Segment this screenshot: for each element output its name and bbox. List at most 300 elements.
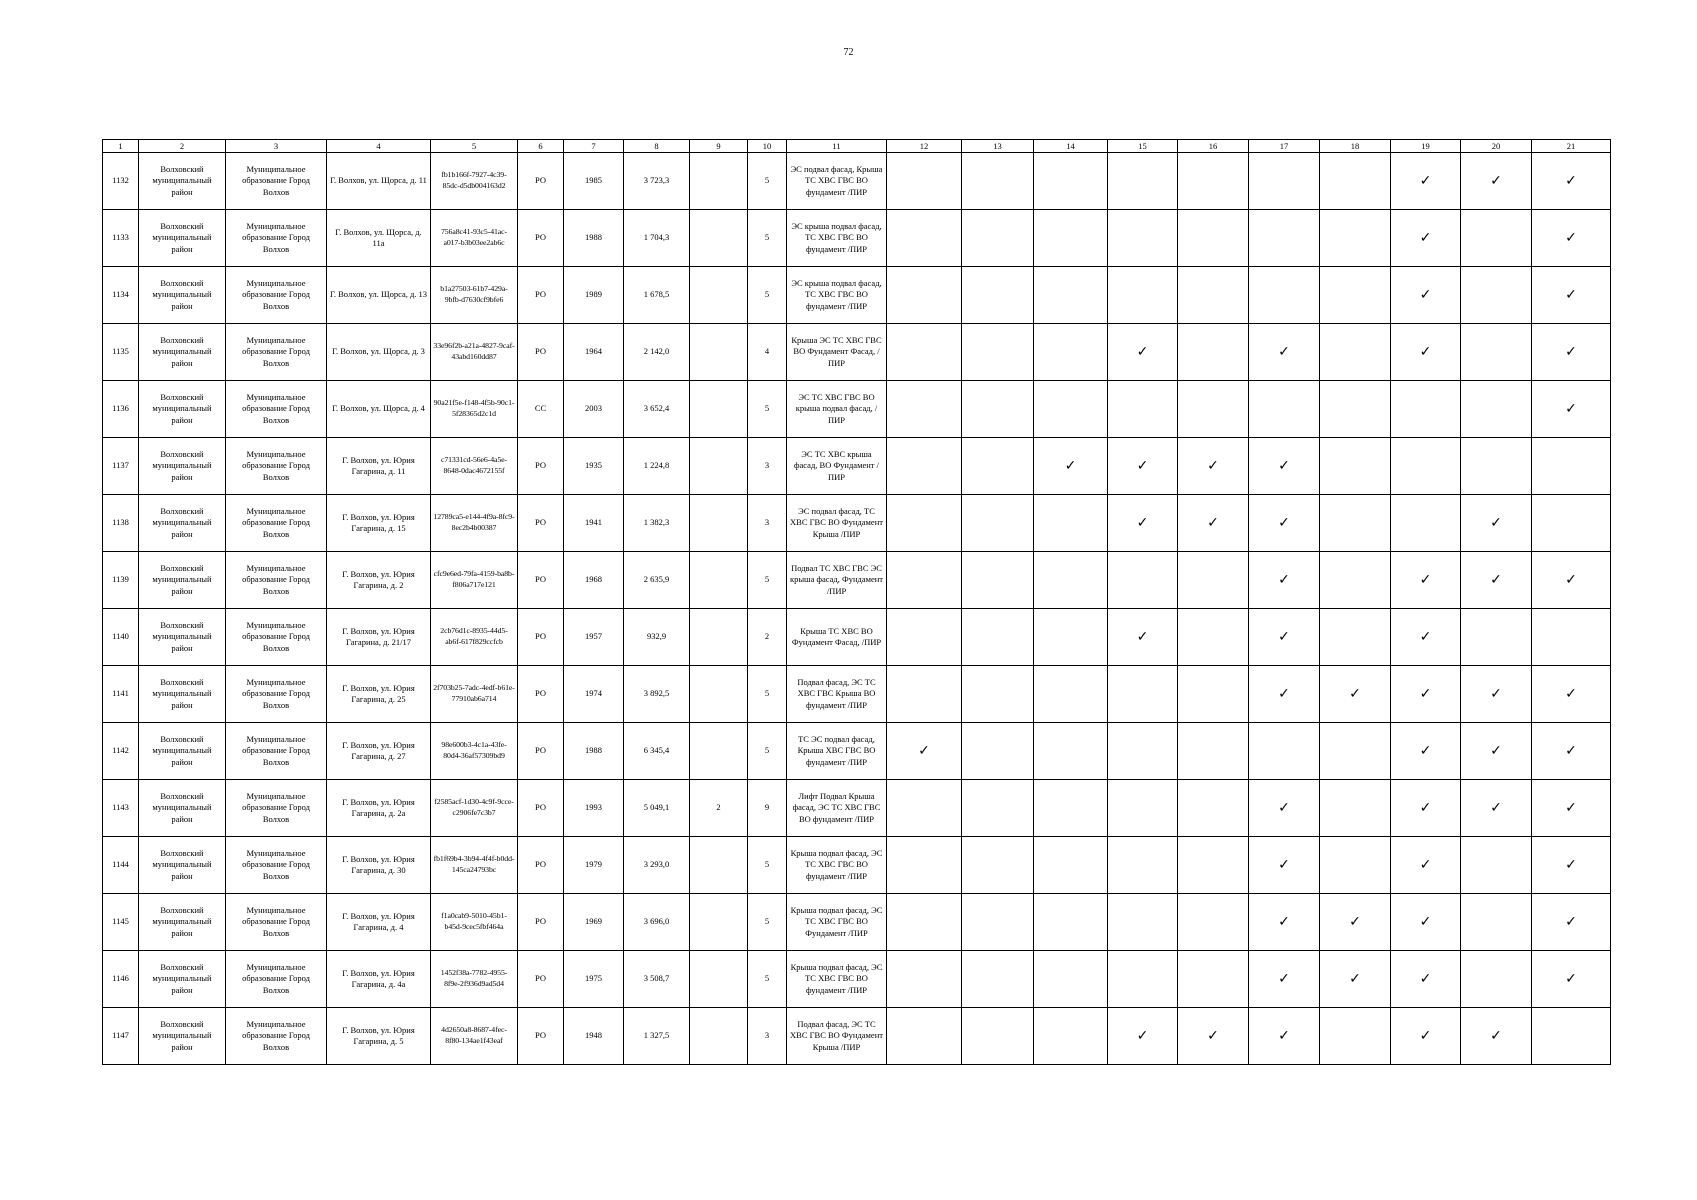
work-mark-cell-col15 xyxy=(1108,951,1178,1008)
row-number-cell: 1143 xyxy=(103,780,139,837)
work-mark-cell-col13 xyxy=(962,381,1034,438)
check-mark-icon: ✓ xyxy=(1419,799,1432,816)
col9-cell xyxy=(690,324,748,381)
check-mark-icon: ✓ xyxy=(1565,286,1577,303)
work-mark-cell-col17 xyxy=(1249,438,1320,495)
work-mark-cell-col20 xyxy=(1461,1008,1532,1065)
address-cell: Г. Волхов, ул. Юрия Гагарина, д. 4 xyxy=(327,894,431,951)
area-cell: 1 327,5 xyxy=(624,1008,690,1065)
table-row xyxy=(103,894,1611,951)
area-cell: 3 892,5 xyxy=(624,666,690,723)
work-mark-cell-col21 xyxy=(1532,1008,1611,1065)
work-mark-cell-col14 xyxy=(1034,837,1108,894)
municipality-cell: Муниципальное образование Город Волхов xyxy=(226,609,327,666)
check-mark-icon: ✓ xyxy=(918,742,930,759)
house-guid-cell: fb1b166f-7927-4c39-85dc-d5db004163d2 xyxy=(431,153,518,210)
works-list-cell: Крыша ТС ХВС ВО Фундамент Фасад, /ПИР xyxy=(787,609,887,666)
works-list-cell: ЭС крыша подвал фасад, ТС ХВС ГВС ВО фундамент /ПИР xyxy=(787,210,887,267)
year-built-cell: 1957 xyxy=(564,609,624,666)
district-cell: Волховский муниципальный район xyxy=(139,324,226,381)
fund-form-cell: РО xyxy=(518,324,564,381)
work-mark-cell-col15 xyxy=(1108,609,1178,666)
fund-form-cell: РО xyxy=(518,210,564,267)
work-mark-cell-col21 xyxy=(1532,666,1611,723)
work-mark-cell-col14 xyxy=(1034,951,1108,1008)
work-mark-cell-col20 xyxy=(1461,666,1532,723)
work-mark-cell-col12 xyxy=(887,438,962,495)
work-mark-cell-col12 xyxy=(887,210,962,267)
work-mark-cell-col17 xyxy=(1249,666,1320,723)
work-mark-cell-col13 xyxy=(962,552,1034,609)
area-cell: 3 652,4 xyxy=(624,381,690,438)
work-mark-cell-col21 xyxy=(1532,381,1611,438)
table-row xyxy=(103,495,1611,552)
works-list-cell: ЭС подвал фасад, ТС ХВС ГВС ВО Фундамент Крыша /ПИР xyxy=(787,495,887,552)
fund-form-cell: РО xyxy=(518,666,564,723)
house-guid-cell: cfc9e6ed-79fa-4159-ba8b-f806a717e121 xyxy=(431,552,518,609)
address-cell: Г. Волхов, ул. Юрия Гагарина, д. 30 xyxy=(327,837,431,894)
address-cell: Г. Волхов, ул. Юрия Гагарина, д. 15 xyxy=(327,495,431,552)
year-built-cell: 1968 xyxy=(564,552,624,609)
work-mark-cell-col18 xyxy=(1320,894,1391,951)
table-row xyxy=(103,438,1611,495)
works-list-cell: ЭС подвал фасад, Крыша ТС ХВС ГВС ВО фундамент /ПИР xyxy=(787,153,887,210)
work-mark-cell-col21 xyxy=(1532,267,1611,324)
area-cell: 1 704,3 xyxy=(624,210,690,267)
address-cell: Г. Волхов, ул. Щорса, д. 11 xyxy=(327,153,431,210)
municipality-cell: Муниципальное образование Город Волхов xyxy=(226,894,327,951)
check-mark-icon: ✓ xyxy=(1136,514,1149,531)
area-cell: 1 678,5 xyxy=(624,267,690,324)
work-mark-cell-col13 xyxy=(962,951,1034,1008)
check-mark-icon: ✓ xyxy=(1207,1027,1219,1044)
work-mark-cell-col14 xyxy=(1034,894,1108,951)
column-header-7: 7 xyxy=(564,140,624,153)
area-cell: 3 723,3 xyxy=(624,153,690,210)
col10-cell: 3 xyxy=(748,1008,787,1065)
work-mark-cell-col18 xyxy=(1320,210,1391,267)
municipality-cell: Муниципальное образование Город Волхов xyxy=(226,552,327,609)
work-mark-cell-col19 xyxy=(1391,609,1461,666)
year-built-cell: 1975 xyxy=(564,951,624,1008)
work-mark-cell-col14 xyxy=(1034,609,1108,666)
work-mark-cell-col18 xyxy=(1320,267,1391,324)
works-list-cell: Подвал фасад, ЭС ТС ХВС ГВС Крыша ВО фундамент /ПИР xyxy=(787,666,887,723)
house-guid-cell: c71331cd-56e6-4a5e-8648-0dac4672155f xyxy=(431,438,518,495)
work-mark-cell-col16 xyxy=(1178,438,1249,495)
district-cell: Волховский муниципальный район xyxy=(139,951,226,1008)
work-mark-cell-col21 xyxy=(1532,780,1611,837)
work-mark-cell-col17 xyxy=(1249,951,1320,1008)
work-mark-cell-col18 xyxy=(1320,723,1391,780)
col10-cell: 3 xyxy=(748,438,787,495)
work-mark-cell-col15 xyxy=(1108,894,1178,951)
work-mark-cell-col15 xyxy=(1108,723,1178,780)
address-cell: Г. Волхов, ул. Щорса, д. 4 xyxy=(327,381,431,438)
work-mark-cell-col21 xyxy=(1532,438,1611,495)
work-mark-cell-col13 xyxy=(962,1008,1034,1065)
check-mark-icon: ✓ xyxy=(1565,799,1577,816)
check-mark-icon: ✓ xyxy=(1349,685,1361,702)
column-header-2: 2 xyxy=(139,140,226,153)
check-mark-icon: ✓ xyxy=(1278,457,1290,474)
col10-cell: 5 xyxy=(748,210,787,267)
fund-form-cell: РО xyxy=(518,780,564,837)
table-row xyxy=(103,951,1611,1008)
municipality-cell: Муниципальное образование Город Волхов xyxy=(226,381,327,438)
works-list-cell: ТС ЭС подвал фасад, Крыша ХВС ГВС ВО фундамент /ПИР xyxy=(787,723,887,780)
work-mark-cell-col20 xyxy=(1461,324,1532,381)
work-mark-cell-col13 xyxy=(962,153,1034,210)
work-mark-cell-col13 xyxy=(962,267,1034,324)
work-mark-cell-col17 xyxy=(1249,324,1320,381)
work-mark-cell-col19 xyxy=(1391,552,1461,609)
year-built-cell: 1988 xyxy=(564,723,624,780)
col9-cell xyxy=(690,951,748,1008)
work-mark-cell-col17 xyxy=(1249,495,1320,552)
work-mark-cell-col21 xyxy=(1532,609,1611,666)
table-row xyxy=(103,837,1611,894)
check-mark-icon: ✓ xyxy=(1278,628,1290,645)
work-mark-cell-col18 xyxy=(1320,438,1391,495)
work-mark-cell-col21 xyxy=(1532,210,1611,267)
check-mark-icon: ✓ xyxy=(1278,343,1290,360)
work-mark-cell-col21 xyxy=(1532,552,1611,609)
work-mark-cell-col20 xyxy=(1461,609,1532,666)
year-built-cell: 1969 xyxy=(564,894,624,951)
work-mark-cell-col15 xyxy=(1108,780,1178,837)
district-cell: Волховский муниципальный район xyxy=(139,1008,226,1065)
fund-form-cell: РО xyxy=(518,552,564,609)
work-mark-cell-col16 xyxy=(1178,780,1249,837)
works-list-cell: Крыша подвал фасад, ЭС ТС ХВС ГВС ВО фундамент /ПИР xyxy=(787,837,887,894)
work-mark-cell-col16 xyxy=(1178,552,1249,609)
fund-form-cell: РО xyxy=(518,1008,564,1065)
check-mark-icon: ✓ xyxy=(1419,229,1432,246)
row-number-cell: 1144 xyxy=(103,837,139,894)
column-header-3: 3 xyxy=(226,140,327,153)
col10-cell: 5 xyxy=(748,894,787,951)
work-mark-cell-col14 xyxy=(1034,552,1108,609)
work-mark-cell-col19 xyxy=(1391,666,1461,723)
col9-cell xyxy=(690,723,748,780)
check-mark-icon: ✓ xyxy=(1565,685,1577,702)
work-mark-cell-col20 xyxy=(1461,381,1532,438)
check-mark-icon: ✓ xyxy=(1064,457,1077,474)
table-row xyxy=(103,780,1611,837)
work-mark-cell-col14 xyxy=(1034,381,1108,438)
works-list-cell: ЭС ТС ХВС крыша фасад, ВО Фундамент /ПИР xyxy=(787,438,887,495)
col10-cell: 5 xyxy=(748,153,787,210)
work-mark-cell-col17 xyxy=(1249,609,1320,666)
column-header-11: 11 xyxy=(787,140,887,153)
column-header-9: 9 xyxy=(690,140,748,153)
row-number-cell: 1145 xyxy=(103,894,139,951)
work-mark-cell-col21 xyxy=(1532,951,1611,1008)
work-mark-cell-col19 xyxy=(1391,780,1461,837)
address-cell: Г. Волхов, ул. Щорса, д. 3 xyxy=(327,324,431,381)
work-mark-cell-col15 xyxy=(1108,210,1178,267)
check-mark-icon: ✓ xyxy=(1419,286,1432,303)
municipality-cell: Муниципальное образование Город Волхов xyxy=(226,324,327,381)
check-mark-icon: ✓ xyxy=(1419,571,1432,588)
check-mark-icon: ✓ xyxy=(1490,1027,1502,1044)
year-built-cell: 1989 xyxy=(564,267,624,324)
work-mark-cell-col18 xyxy=(1320,495,1391,552)
work-mark-cell-col15 xyxy=(1108,153,1178,210)
work-mark-cell-col17 xyxy=(1249,210,1320,267)
district-cell: Волховский муниципальный район xyxy=(139,267,226,324)
row-number-cell: 1132 xyxy=(103,153,139,210)
check-mark-icon: ✓ xyxy=(1136,343,1149,360)
col10-cell: 5 xyxy=(748,723,787,780)
table-row xyxy=(103,552,1611,609)
col10-cell: 5 xyxy=(748,951,787,1008)
column-header-14: 14 xyxy=(1034,140,1108,153)
house-guid-cell: 33e96f2b-a21a-4827-9caf-43abd160dd87 xyxy=(431,324,518,381)
check-mark-icon: ✓ xyxy=(1419,970,1432,987)
work-mark-cell-col12 xyxy=(887,723,962,780)
house-guid-cell: 756a8c41-93c5-41ac-a017-b3b03ee2ab6c xyxy=(431,210,518,267)
check-mark-icon: ✓ xyxy=(1207,457,1219,474)
column-header-8: 8 xyxy=(624,140,690,153)
col9-cell xyxy=(690,552,748,609)
year-built-cell: 1964 xyxy=(564,324,624,381)
district-cell: Волховский муниципальный район xyxy=(139,153,226,210)
fund-form-cell: СС xyxy=(518,381,564,438)
municipality-cell: Муниципальное образование Город Волхов xyxy=(226,666,327,723)
page-number: 72 xyxy=(843,47,854,58)
check-mark-icon: ✓ xyxy=(1565,229,1577,246)
work-mark-cell-col20 xyxy=(1461,780,1532,837)
area-cell: 3 508,7 xyxy=(624,951,690,1008)
fund-form-cell: РО xyxy=(518,837,564,894)
work-mark-cell-col16 xyxy=(1178,666,1249,723)
check-mark-icon: ✓ xyxy=(1565,970,1577,987)
column-header-5: 5 xyxy=(431,140,518,153)
row-number-cell: 1139 xyxy=(103,552,139,609)
work-mark-cell-col19 xyxy=(1391,1008,1461,1065)
check-mark-icon: ✓ xyxy=(1419,742,1432,759)
col9-cell xyxy=(690,894,748,951)
check-mark-icon: ✓ xyxy=(1207,514,1219,531)
col9-cell xyxy=(690,381,748,438)
col9-cell xyxy=(690,153,748,210)
check-mark-icon: ✓ xyxy=(1565,571,1577,588)
work-mark-cell-col20 xyxy=(1461,267,1532,324)
column-header-16: 16 xyxy=(1178,140,1249,153)
work-mark-cell-col18 xyxy=(1320,381,1391,438)
work-mark-cell-col14 xyxy=(1034,210,1108,267)
house-guid-cell: b1a27503-61b7-429a-9bfb-d7630cf9bfe6 xyxy=(431,267,518,324)
work-mark-cell-col20 xyxy=(1461,951,1532,1008)
col10-cell: 5 xyxy=(748,381,787,438)
work-mark-cell-col12 xyxy=(887,552,962,609)
check-mark-icon: ✓ xyxy=(1419,172,1432,189)
check-mark-icon: ✓ xyxy=(1565,856,1577,873)
work-mark-cell-col19 xyxy=(1391,837,1461,894)
col9-cell xyxy=(690,1008,748,1065)
row-number-cell: 1137 xyxy=(103,438,139,495)
work-mark-cell-col14 xyxy=(1034,267,1108,324)
row-number-cell: 1147 xyxy=(103,1008,139,1065)
house-guid-cell: fb1f69b4-3b94-4f4f-b0dd-145ca24793bc xyxy=(431,837,518,894)
table-row xyxy=(103,723,1611,780)
column-header-17: 17 xyxy=(1249,140,1320,153)
row-number-cell: 1136 xyxy=(103,381,139,438)
check-mark-icon: ✓ xyxy=(1278,856,1290,873)
municipality-cell: Муниципальное образование Город Волхов xyxy=(226,495,327,552)
work-mark-cell-col13 xyxy=(962,609,1034,666)
row-number-cell: 1134 xyxy=(103,267,139,324)
check-mark-icon: ✓ xyxy=(1136,628,1149,645)
check-mark-icon: ✓ xyxy=(1278,970,1290,987)
table-row xyxy=(103,324,1611,381)
work-mark-cell-col19 xyxy=(1391,267,1461,324)
col9-cell xyxy=(690,267,748,324)
works-list-cell: Подвал ТС ХВС ГВС ЭС крыша фасад, Фундамент /ПИР xyxy=(787,552,887,609)
house-guid-cell: f2585acf-1d30-4c9f-9cce-c2906fe7c3b7 xyxy=(431,780,518,837)
district-cell: Волховский муниципальный район xyxy=(139,609,226,666)
district-cell: Волховский муниципальный район xyxy=(139,381,226,438)
work-mark-cell-col13 xyxy=(962,324,1034,381)
fund-form-cell: РО xyxy=(518,438,564,495)
work-mark-cell-col14 xyxy=(1034,495,1108,552)
work-mark-cell-col18 xyxy=(1320,324,1391,381)
col9-cell xyxy=(690,495,748,552)
work-mark-cell-col16 xyxy=(1178,210,1249,267)
municipality-cell: Муниципальное образование Город Волхов xyxy=(226,438,327,495)
municipality-cell: Муниципальное образование Город Волхов xyxy=(226,153,327,210)
work-mark-cell-col12 xyxy=(887,780,962,837)
work-mark-cell-col16 xyxy=(1178,837,1249,894)
col9-cell: 2 xyxy=(690,780,748,837)
year-built-cell: 2003 xyxy=(564,381,624,438)
row-number-cell: 1138 xyxy=(103,495,139,552)
house-guid-cell: 2cb76d1c-8935-44d5-ab6f-617f829ccfcb xyxy=(431,609,518,666)
house-guid-cell: 98e600b3-4c1a-43fe-80d4-36af57309bd9 xyxy=(431,723,518,780)
work-mark-cell-col16 xyxy=(1178,381,1249,438)
check-mark-icon: ✓ xyxy=(1490,685,1502,702)
work-mark-cell-col12 xyxy=(887,495,962,552)
fund-form-cell: РО xyxy=(518,267,564,324)
municipality-cell: Муниципальное образование Город Волхов xyxy=(226,210,327,267)
work-mark-cell-col16 xyxy=(1178,267,1249,324)
table-row xyxy=(103,381,1611,438)
works-list-cell: Подвал фасад, ЭС ТС ХВС ГВС ВО Фундамент Крыша /ПИР xyxy=(787,1008,887,1065)
work-mark-cell-col13 xyxy=(962,837,1034,894)
check-mark-icon: ✓ xyxy=(1278,1027,1290,1044)
check-mark-icon: ✓ xyxy=(1565,742,1577,759)
fund-form-cell: РО xyxy=(518,153,564,210)
area-cell: 3 696,0 xyxy=(624,894,690,951)
district-cell: Волховский муниципальный район xyxy=(139,438,226,495)
work-mark-cell-col12 xyxy=(887,267,962,324)
work-mark-cell-col20 xyxy=(1461,495,1532,552)
work-mark-cell-col15 xyxy=(1108,552,1178,609)
col10-cell: 9 xyxy=(748,780,787,837)
work-mark-cell-col16 xyxy=(1178,609,1249,666)
column-header-13: 13 xyxy=(962,140,1034,153)
check-mark-icon: ✓ xyxy=(1419,628,1432,645)
check-mark-icon: ✓ xyxy=(1278,799,1290,816)
check-mark-icon: ✓ xyxy=(1349,970,1361,987)
work-mark-cell-col16 xyxy=(1178,894,1249,951)
area-cell: 6 345,4 xyxy=(624,723,690,780)
check-mark-icon: ✓ xyxy=(1278,571,1290,588)
work-mark-cell-col16 xyxy=(1178,153,1249,210)
work-mark-cell-col13 xyxy=(962,438,1034,495)
check-mark-icon: ✓ xyxy=(1565,172,1577,189)
house-guid-cell: 2f703b25-7adc-4edf-b61e-77910ab6a714 xyxy=(431,666,518,723)
check-mark-icon: ✓ xyxy=(1349,913,1361,930)
work-mark-cell-col14 xyxy=(1034,666,1108,723)
row-number-cell: 1133 xyxy=(103,210,139,267)
col9-cell xyxy=(690,609,748,666)
check-mark-icon: ✓ xyxy=(1419,343,1432,360)
table-row xyxy=(103,210,1611,267)
work-mark-cell-col18 xyxy=(1320,609,1391,666)
check-mark-icon: ✓ xyxy=(1565,913,1577,930)
check-mark-icon: ✓ xyxy=(1419,685,1432,702)
fund-form-cell: РО xyxy=(518,951,564,1008)
work-mark-cell-col13 xyxy=(962,666,1034,723)
works-list-cell: Крыша подвал фасад, ЭС ТС ХВС ГВС ВО фундамент /ПИР xyxy=(787,951,887,1008)
work-mark-cell-col13 xyxy=(962,723,1034,780)
district-cell: Волховский муниципальный район xyxy=(139,552,226,609)
work-mark-cell-col12 xyxy=(887,609,962,666)
work-mark-cell-col19 xyxy=(1391,951,1461,1008)
work-mark-cell-col21 xyxy=(1532,324,1611,381)
work-mark-cell-col20 xyxy=(1461,723,1532,780)
work-mark-cell-col19 xyxy=(1391,324,1461,381)
table-row xyxy=(103,609,1611,666)
check-mark-icon: ✓ xyxy=(1419,1027,1432,1044)
work-mark-cell-col16 xyxy=(1178,324,1249,381)
municipality-cell: Муниципальное образование Город Волхов xyxy=(226,1008,327,1065)
work-mark-cell-col12 xyxy=(887,381,962,438)
district-cell: Волховский муниципальный район xyxy=(139,666,226,723)
check-mark-icon: ✓ xyxy=(1490,799,1502,816)
column-header-12: 12 xyxy=(887,140,962,153)
col9-cell xyxy=(690,666,748,723)
work-mark-cell-col18 xyxy=(1320,153,1391,210)
check-mark-icon: ✓ xyxy=(1419,856,1432,873)
district-cell: Волховский муниципальный район xyxy=(139,723,226,780)
municipality-cell: Муниципальное образование Город Волхов xyxy=(226,951,327,1008)
housing-register-table xyxy=(102,139,1611,1065)
fund-form-cell: РО xyxy=(518,609,564,666)
work-mark-cell-col17 xyxy=(1249,723,1320,780)
work-mark-cell-col16 xyxy=(1178,723,1249,780)
work-mark-cell-col20 xyxy=(1461,552,1532,609)
work-mark-cell-col19 xyxy=(1391,438,1461,495)
check-mark-icon: ✓ xyxy=(1565,343,1577,360)
work-mark-cell-col17 xyxy=(1249,267,1320,324)
district-cell: Волховский муниципальный район xyxy=(139,780,226,837)
table-row xyxy=(103,666,1611,723)
work-mark-cell-col18 xyxy=(1320,552,1391,609)
column-header-18: 18 xyxy=(1320,140,1391,153)
work-mark-cell-col14 xyxy=(1034,153,1108,210)
work-mark-cell-col20 xyxy=(1461,894,1532,951)
area-cell: 2 635,9 xyxy=(624,552,690,609)
work-mark-cell-col15 xyxy=(1108,666,1178,723)
work-mark-cell-col14 xyxy=(1034,438,1108,495)
work-mark-cell-col20 xyxy=(1461,153,1532,210)
works-list-cell: Крыша подвал фасад, ЭС ТС ХВС ГВС ВО Фундамент /ПИР xyxy=(787,894,887,951)
work-mark-cell-col17 xyxy=(1249,153,1320,210)
